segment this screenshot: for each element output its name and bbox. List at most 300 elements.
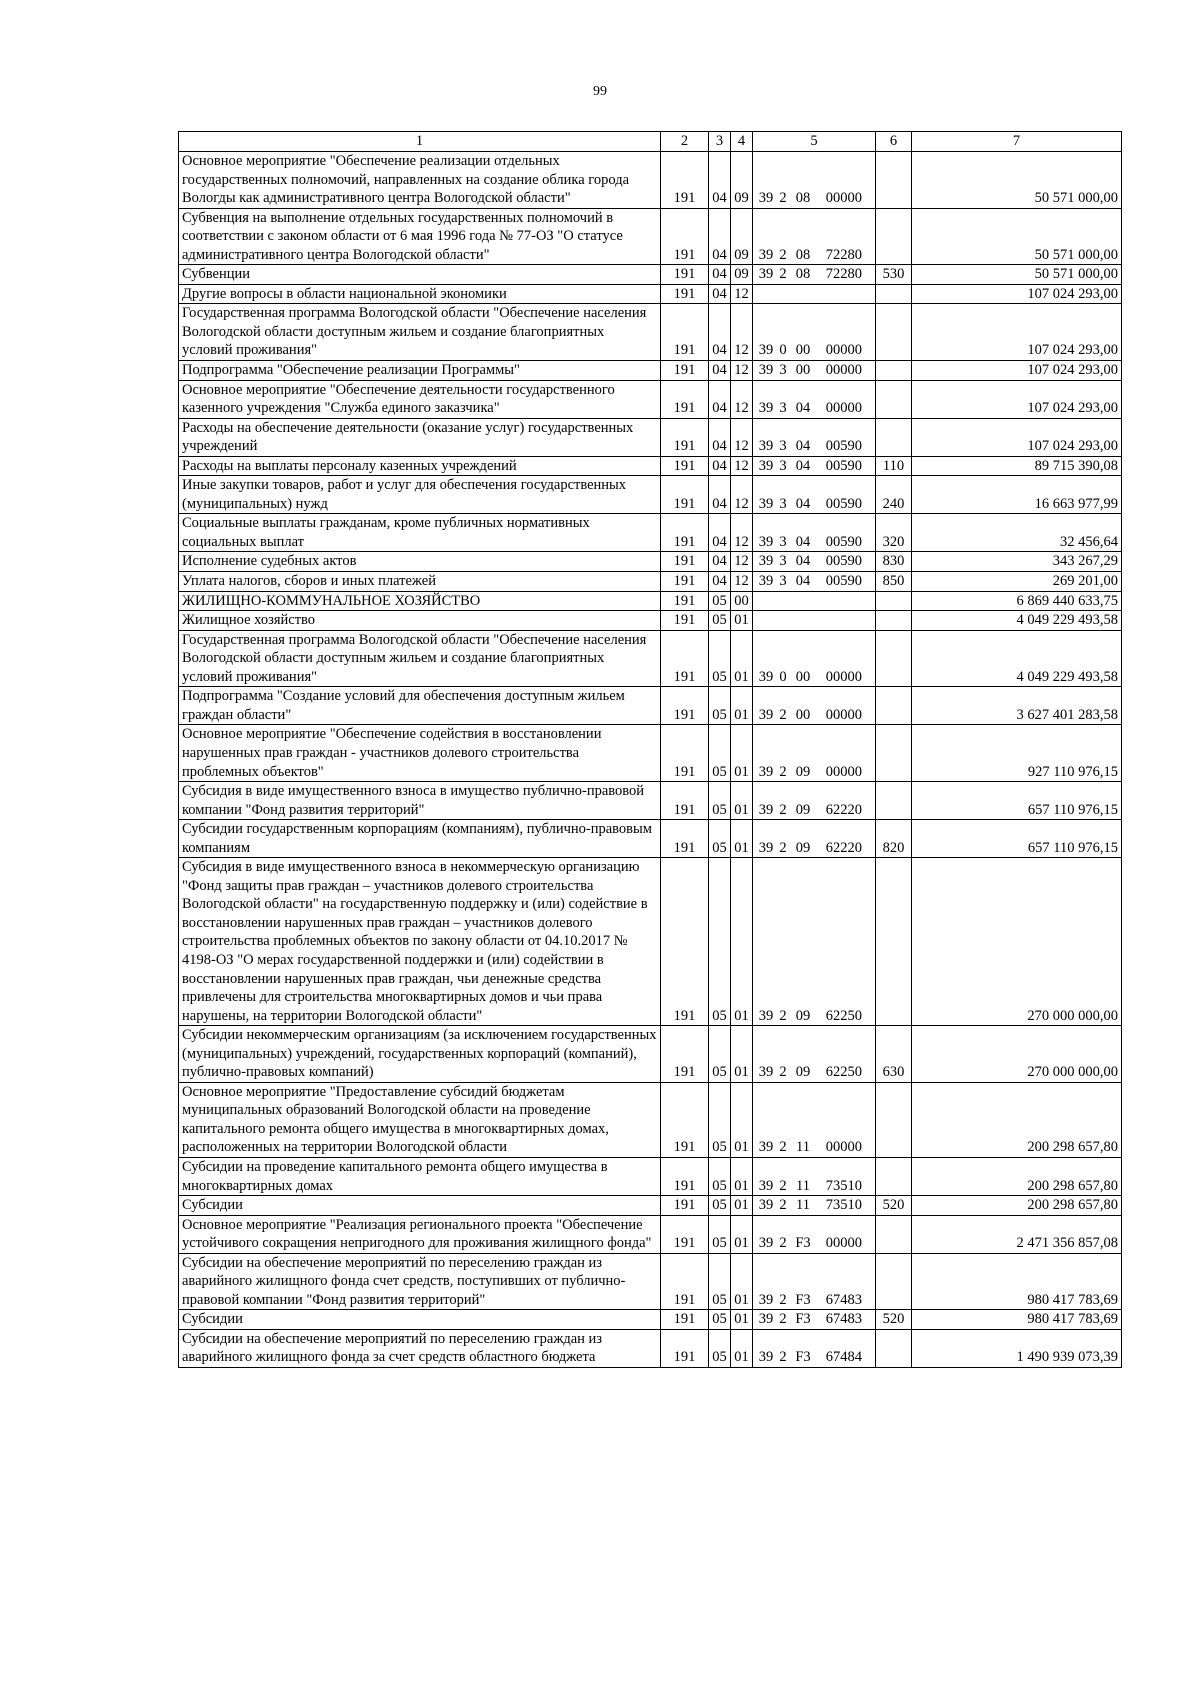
target-article-part: 39 bbox=[758, 801, 774, 818]
ministry-code: 191 bbox=[661, 304, 709, 361]
target-article-code bbox=[753, 152, 876, 209]
ministry-code: 191 bbox=[661, 418, 709, 456]
section-code: 04 bbox=[709, 476, 731, 514]
expense-type-code bbox=[876, 208, 912, 265]
target-article-code bbox=[753, 284, 876, 304]
amount: 657 110 976,15 bbox=[912, 820, 1122, 858]
table-row bbox=[179, 1196, 1122, 1216]
target-article-part: 39 bbox=[758, 839, 774, 856]
row-name: Субсидии на проведение капитального ремонта общего имущества в многоквартирных домах bbox=[179, 1157, 661, 1195]
subsection-code: 12 bbox=[731, 380, 753, 418]
row-name: Другие вопросы в области национальной экономики bbox=[179, 284, 661, 304]
header-col-6: 6 bbox=[876, 132, 912, 152]
subsection-code: 12 bbox=[731, 304, 753, 361]
target-article-part: 09 bbox=[795, 839, 811, 856]
row-name: Субсидии на обеспечение мероприятий по переселению граждан из аварийного жилищного фонда счет средств, поступивших от публично-правовой компании "Фонд развития территорий" bbox=[179, 1253, 661, 1310]
table-body bbox=[179, 152, 1122, 1368]
expense-type-code bbox=[876, 1329, 912, 1367]
table-row bbox=[179, 1082, 1122, 1157]
table-row bbox=[179, 361, 1122, 381]
row-name: Субсидии на обеспечение мероприятий по переселению граждан из аварийного жилищного фонда за счет средств областного бюджета bbox=[179, 1329, 661, 1367]
expense-type-code bbox=[876, 1215, 912, 1253]
subsection-code: 12 bbox=[731, 418, 753, 456]
target-article-part: 2 bbox=[779, 1235, 787, 1252]
target-article-code bbox=[753, 611, 876, 631]
target-article-part: 3 bbox=[779, 553, 787, 570]
target-article-code bbox=[753, 418, 876, 456]
subsection-code: 09 bbox=[731, 265, 753, 285]
target-article-part: 2 bbox=[779, 1139, 787, 1156]
amount: 6 869 440 633,75 bbox=[912, 591, 1122, 611]
target-article-code bbox=[753, 1329, 876, 1367]
section-code: 04 bbox=[709, 361, 731, 381]
subsection-code: 01 bbox=[731, 1196, 753, 1216]
table-row bbox=[179, 514, 1122, 552]
subsection-code: 12 bbox=[731, 476, 753, 514]
target-article-part: 08 bbox=[795, 246, 811, 263]
row-name: Субсидия в виде имущественного взноса в имущество публично-правовой компании "Фонд развития территорий" bbox=[179, 782, 661, 820]
amount: 50 571 000,00 bbox=[912, 208, 1122, 265]
target-article-code bbox=[753, 1310, 876, 1330]
target-article-part: 00000 bbox=[825, 362, 862, 379]
target-article-code bbox=[753, 1196, 876, 1216]
table-row bbox=[179, 152, 1122, 209]
ministry-code: 191 bbox=[661, 1157, 709, 1195]
ministry-code: 191 bbox=[661, 1026, 709, 1083]
target-article-part: 04 bbox=[795, 533, 811, 550]
target-article-part: 72280 bbox=[825, 266, 862, 283]
amount: 927 110 976,15 bbox=[912, 725, 1122, 782]
ministry-code: 191 bbox=[661, 1082, 709, 1157]
target-article-part: 04 bbox=[795, 553, 811, 570]
target-article-part: F3 bbox=[795, 1235, 811, 1252]
row-name: Подпрограмма "Обеспечение реализации Программы" bbox=[179, 361, 661, 381]
expense-type-code: 520 bbox=[876, 1310, 912, 1330]
target-article-part: 39 bbox=[758, 190, 774, 207]
target-article-part: 39 bbox=[758, 573, 774, 590]
ministry-code: 191 bbox=[661, 265, 709, 285]
target-article-part: 00000 bbox=[825, 190, 862, 207]
target-article-part: 00 bbox=[795, 668, 811, 685]
section-code: 05 bbox=[709, 1215, 731, 1253]
expense-type-code bbox=[876, 630, 912, 687]
table-row bbox=[179, 820, 1122, 858]
target-article-part: 0 bbox=[779, 342, 787, 359]
row-name: Субвенция на выполнение отдельных государственных полномочий в соответствии с законом области от 6 мая 1996 года № 77-ОЗ "О статусе административного центра Вологодской области" bbox=[179, 208, 661, 265]
section-code: 05 bbox=[709, 725, 731, 782]
table-row bbox=[179, 456, 1122, 476]
subsection-code: 01 bbox=[731, 820, 753, 858]
row-name: Иные закупки товаров, работ и услуг для обеспечения государственных (муниципальных) нужд bbox=[179, 476, 661, 514]
target-article-part: 39 bbox=[758, 1177, 774, 1194]
ministry-code: 191 bbox=[661, 284, 709, 304]
target-article-part: 09 bbox=[795, 1007, 811, 1024]
subsection-code: 12 bbox=[731, 552, 753, 572]
target-article-part: 39 bbox=[758, 1235, 774, 1252]
amount: 269 201,00 bbox=[912, 572, 1122, 592]
subsection-code: 01 bbox=[731, 1310, 753, 1330]
subsection-code: 01 bbox=[731, 1082, 753, 1157]
ministry-code: 191 bbox=[661, 361, 709, 381]
row-name: Субсидии bbox=[179, 1196, 661, 1216]
ministry-code: 191 bbox=[661, 858, 709, 1026]
target-article-part: 11 bbox=[796, 1197, 810, 1214]
target-article-part: 39 bbox=[758, 1197, 774, 1214]
target-article-part: 73510 bbox=[825, 1197, 862, 1214]
subsection-code: 12 bbox=[731, 284, 753, 304]
target-article-part: 2 bbox=[779, 1349, 787, 1366]
target-article-part: 2 bbox=[779, 266, 787, 283]
expense-type-code: 110 bbox=[876, 456, 912, 476]
expense-type-code bbox=[876, 380, 912, 418]
subsection-code: 01 bbox=[731, 1253, 753, 1310]
target-article-part: 62250 bbox=[825, 1007, 862, 1024]
target-article-part: F3 bbox=[795, 1291, 811, 1308]
target-article-part: 67483 bbox=[825, 1291, 862, 1308]
subsection-code: 12 bbox=[731, 514, 753, 552]
ministry-code: 191 bbox=[661, 1215, 709, 1253]
target-article-part: 39 bbox=[758, 266, 774, 283]
target-article-part: 0 bbox=[779, 668, 787, 685]
target-article-part: 39 bbox=[758, 1349, 774, 1366]
target-article-part: 2 bbox=[779, 1291, 787, 1308]
target-article-code bbox=[753, 476, 876, 514]
section-code: 04 bbox=[709, 265, 731, 285]
subsection-code: 12 bbox=[731, 572, 753, 592]
table-row bbox=[179, 1253, 1122, 1310]
target-article-part: 39 bbox=[758, 1291, 774, 1308]
table-row bbox=[179, 476, 1122, 514]
row-name: Основное мероприятие "Обеспечение реализации отдельных государственных полномочий, направленных на создание облика города Вологды как административного центра Вологодской области" bbox=[179, 152, 661, 209]
expense-type-code bbox=[876, 1157, 912, 1195]
amount: 107 024 293,00 bbox=[912, 380, 1122, 418]
target-article-part: 04 bbox=[795, 495, 811, 512]
section-code: 05 bbox=[709, 1310, 731, 1330]
target-article-code bbox=[753, 572, 876, 592]
row-name: Уплата налогов, сборов и иных платежей bbox=[179, 572, 661, 592]
ministry-code: 191 bbox=[661, 572, 709, 592]
ministry-code: 191 bbox=[661, 476, 709, 514]
target-article-part: 39 bbox=[758, 495, 774, 512]
section-code: 04 bbox=[709, 208, 731, 265]
section-code: 05 bbox=[709, 1026, 731, 1083]
row-name: Подпрограмма "Создание условий для обеспечения доступным жильем граждан области" bbox=[179, 687, 661, 725]
target-article-part: 00000 bbox=[825, 1235, 862, 1252]
amount: 200 298 657,80 bbox=[912, 1157, 1122, 1195]
ministry-code: 191 bbox=[661, 591, 709, 611]
target-article-part: 62220 bbox=[825, 839, 862, 856]
target-article-code bbox=[753, 591, 876, 611]
subsection-code: 01 bbox=[731, 725, 753, 782]
target-article-part: 00000 bbox=[825, 342, 862, 359]
expense-type-code: 520 bbox=[876, 1196, 912, 1216]
amount: 32 456,64 bbox=[912, 514, 1122, 552]
amount: 107 024 293,00 bbox=[912, 361, 1122, 381]
target-article-part: 00000 bbox=[825, 706, 862, 723]
target-article-code bbox=[753, 514, 876, 552]
table-row bbox=[179, 591, 1122, 611]
ministry-code: 191 bbox=[661, 380, 709, 418]
ministry-code: 191 bbox=[661, 1253, 709, 1310]
section-code: 05 bbox=[709, 591, 731, 611]
target-article-part: 00590 bbox=[825, 533, 862, 550]
expense-type-code bbox=[876, 1253, 912, 1310]
row-name: Основное мероприятие "Обеспечение содействия в восстановлении нарушенных прав граждан - участников долевого строительства проблемных объектов" bbox=[179, 725, 661, 782]
section-code: 04 bbox=[709, 284, 731, 304]
target-article-part: 00590 bbox=[825, 495, 862, 512]
target-article-code bbox=[753, 820, 876, 858]
amount: 4 049 229 493,58 bbox=[912, 611, 1122, 631]
target-article-part: 3 bbox=[779, 533, 787, 550]
target-article-part: 00000 bbox=[825, 400, 862, 417]
target-article-part: 39 bbox=[758, 668, 774, 685]
target-article-part: F3 bbox=[795, 1349, 811, 1366]
expense-type-code bbox=[876, 591, 912, 611]
header-col-5: 5 bbox=[753, 132, 876, 152]
row-name: Жилищное хозяйство bbox=[179, 611, 661, 631]
target-article-part: 00000 bbox=[825, 668, 862, 685]
subsection-code: 09 bbox=[731, 208, 753, 265]
header-row bbox=[179, 132, 1122, 152]
expense-type-code bbox=[876, 725, 912, 782]
expense-type-code bbox=[876, 304, 912, 361]
target-article-code bbox=[753, 1026, 876, 1083]
amount: 107 024 293,00 bbox=[912, 418, 1122, 456]
amount: 50 571 000,00 bbox=[912, 265, 1122, 285]
budget-table bbox=[178, 131, 1122, 1368]
target-article-part: 2 bbox=[779, 839, 787, 856]
target-article-part: 2 bbox=[779, 706, 787, 723]
ministry-code: 191 bbox=[661, 1329, 709, 1367]
section-code: 04 bbox=[709, 152, 731, 209]
target-article-part: 39 bbox=[758, 1064, 774, 1081]
amount: 16 663 977,99 bbox=[912, 476, 1122, 514]
subsection-code: 12 bbox=[731, 456, 753, 476]
ministry-code: 191 bbox=[661, 611, 709, 631]
target-article-part: 00590 bbox=[825, 573, 862, 590]
target-article-code bbox=[753, 456, 876, 476]
table-row bbox=[179, 1026, 1122, 1083]
target-article-code bbox=[753, 304, 876, 361]
target-article-part: 3 bbox=[779, 400, 787, 417]
amount: 200 298 657,80 bbox=[912, 1196, 1122, 1216]
expense-type-code: 530 bbox=[876, 265, 912, 285]
amount: 107 024 293,00 bbox=[912, 304, 1122, 361]
target-article-code bbox=[753, 1082, 876, 1157]
amount: 107 024 293,00 bbox=[912, 284, 1122, 304]
section-code: 04 bbox=[709, 514, 731, 552]
target-article-part: 09 bbox=[795, 801, 811, 818]
table-row bbox=[179, 1215, 1122, 1253]
table-row bbox=[179, 304, 1122, 361]
target-article-part: 39 bbox=[758, 342, 774, 359]
section-code: 05 bbox=[709, 687, 731, 725]
table-row bbox=[179, 380, 1122, 418]
expense-type-code: 320 bbox=[876, 514, 912, 552]
target-article-part: 39 bbox=[758, 1139, 774, 1156]
expense-type-code: 850 bbox=[876, 572, 912, 592]
target-article-part: 00 bbox=[795, 342, 811, 359]
expense-type-code bbox=[876, 611, 912, 631]
amount: 3 627 401 283,58 bbox=[912, 687, 1122, 725]
ministry-code: 191 bbox=[661, 456, 709, 476]
ministry-code: 191 bbox=[661, 782, 709, 820]
table-row bbox=[179, 572, 1122, 592]
expense-type-code bbox=[876, 858, 912, 1026]
target-article-part: 39 bbox=[758, 457, 774, 474]
header-col-7: 7 bbox=[912, 132, 1122, 152]
expense-type-code bbox=[876, 418, 912, 456]
target-article-part: 62220 bbox=[825, 801, 862, 818]
ministry-code: 191 bbox=[661, 1196, 709, 1216]
row-name: Субсидия в виде имущественного взноса в некоммерческую организацию "Фонд защиты прав граждан – участников долевого строительства Вологодской области" на государственную поддержку и (или) содействие в восстановлении нарушенных прав граждан – участников долевого строительства проблемных объектов по закону области от 04.10.2017 № 4198-ОЗ "О мерах государственной поддержки и (или) содействии в восстановлении нарушенных прав граждан, чьи денежные средства привлечены для строительства многоквартирных домов и чьи права нарушены, на территории Вологодской области" bbox=[179, 858, 661, 1026]
target-article-part: 3 bbox=[779, 495, 787, 512]
section-code: 05 bbox=[709, 858, 731, 1026]
table-row bbox=[179, 687, 1122, 725]
row-name: Субсидии некоммерческим организациям (за исключением государственных (муниципальных) учреждений, государственных корпораций (компаний), публично-правовых компаний) bbox=[179, 1026, 661, 1083]
target-article-part: 67484 bbox=[825, 1349, 862, 1366]
section-code: 04 bbox=[709, 552, 731, 572]
target-article-part: 11 bbox=[796, 1139, 810, 1156]
table-row bbox=[179, 208, 1122, 265]
target-article-part: 39 bbox=[758, 400, 774, 417]
target-article-part: 04 bbox=[795, 400, 811, 417]
target-article-part: F3 bbox=[795, 1311, 811, 1328]
ministry-code: 191 bbox=[661, 687, 709, 725]
amount: 1 490 939 073,39 bbox=[912, 1329, 1122, 1367]
row-name: Основное мероприятие "Обеспечение деятельности государственного казенного учреждения "Служба единого заказчика" bbox=[179, 380, 661, 418]
row-name: Субсидии bbox=[179, 1310, 661, 1330]
target-article-part: 39 bbox=[758, 438, 774, 455]
target-article-part: 00590 bbox=[825, 457, 862, 474]
amount: 657 110 976,15 bbox=[912, 782, 1122, 820]
section-code: 04 bbox=[709, 456, 731, 476]
target-article-part: 2 bbox=[779, 801, 787, 818]
target-article-code bbox=[753, 858, 876, 1026]
subsection-code: 01 bbox=[731, 1157, 753, 1195]
page-number: 99 bbox=[593, 84, 607, 99]
amount: 50 571 000,00 bbox=[912, 152, 1122, 209]
target-article-part: 2 bbox=[779, 1007, 787, 1024]
table-row bbox=[179, 782, 1122, 820]
target-article-part: 3 bbox=[779, 362, 787, 379]
target-article-part: 39 bbox=[758, 1007, 774, 1024]
expense-type-code bbox=[876, 361, 912, 381]
section-code: 04 bbox=[709, 572, 731, 592]
header-col-1: 1 bbox=[179, 132, 661, 152]
table-row bbox=[179, 418, 1122, 456]
ministry-code: 191 bbox=[661, 725, 709, 782]
table-row bbox=[179, 284, 1122, 304]
target-article-part: 39 bbox=[758, 362, 774, 379]
header-col-2: 2 bbox=[661, 132, 709, 152]
section-code: 05 bbox=[709, 630, 731, 687]
target-article-part: 09 bbox=[795, 763, 811, 780]
target-article-part: 2 bbox=[779, 246, 787, 263]
target-article-code bbox=[753, 208, 876, 265]
subsection-code: 09 bbox=[731, 152, 753, 209]
target-article-code bbox=[753, 380, 876, 418]
expense-type-code: 830 bbox=[876, 552, 912, 572]
row-name: Субсидии государственным корпорациям (компаниям), публично-правовым компаниям bbox=[179, 820, 661, 858]
subsection-code: 00 bbox=[731, 591, 753, 611]
row-name: Расходы на выплаты персоналу казенных учреждений bbox=[179, 456, 661, 476]
target-article-part: 2 bbox=[779, 190, 787, 207]
target-article-part: 00 bbox=[795, 706, 811, 723]
section-code: 05 bbox=[709, 820, 731, 858]
subsection-code: 01 bbox=[731, 1026, 753, 1083]
row-name: Расходы на обеспечение деятельности (оказание услуг) государственных учреждений bbox=[179, 418, 661, 456]
target-article-part: 00000 bbox=[825, 763, 862, 780]
target-article-part: 72280 bbox=[825, 246, 862, 263]
row-name: Государственная программа Вологодской области "Обеспечение населения Вологодской области доступным жильем и создание благоприятных условий проживания" bbox=[179, 630, 661, 687]
amount: 200 298 657,80 bbox=[912, 1082, 1122, 1157]
table-row bbox=[179, 1310, 1122, 1330]
subsection-code: 01 bbox=[731, 687, 753, 725]
ministry-code: 191 bbox=[661, 552, 709, 572]
ministry-code: 191 bbox=[661, 630, 709, 687]
section-code: 05 bbox=[709, 1157, 731, 1195]
target-article-code bbox=[753, 725, 876, 782]
target-article-part: 39 bbox=[758, 706, 774, 723]
expense-type-code bbox=[876, 152, 912, 209]
subsection-code: 01 bbox=[731, 1329, 753, 1367]
subsection-code: 01 bbox=[731, 782, 753, 820]
subsection-code: 12 bbox=[731, 361, 753, 381]
target-article-part: 2 bbox=[779, 1311, 787, 1328]
amount: 270 000 000,00 bbox=[912, 1026, 1122, 1083]
target-article-part: 3 bbox=[779, 438, 787, 455]
section-code: 04 bbox=[709, 304, 731, 361]
ministry-code: 191 bbox=[661, 514, 709, 552]
target-article-part: 08 bbox=[795, 266, 811, 283]
target-article-part: 00000 bbox=[825, 1139, 862, 1156]
table-row bbox=[179, 1157, 1122, 1195]
target-article-part: 2 bbox=[779, 763, 787, 780]
target-article-part: 04 bbox=[795, 438, 811, 455]
target-article-part: 04 bbox=[795, 573, 811, 590]
expense-type-code bbox=[876, 687, 912, 725]
row-name: Субвенции bbox=[179, 265, 661, 285]
target-article-part: 3 bbox=[779, 573, 787, 590]
target-article-part: 00 bbox=[795, 362, 811, 379]
table-row bbox=[179, 630, 1122, 687]
section-code: 04 bbox=[709, 380, 731, 418]
amount: 980 417 783,69 bbox=[912, 1310, 1122, 1330]
subsection-code: 01 bbox=[731, 1215, 753, 1253]
target-article-part: 39 bbox=[758, 763, 774, 780]
target-article-part: 2 bbox=[779, 1177, 787, 1194]
row-name: Государственная программа Вологодской области "Обеспечение населения Вологодской области доступным жильем и создание благоприятных условий проживания" bbox=[179, 304, 661, 361]
row-name: ЖИЛИЩНО-КОММУНАЛЬНОЕ ХОЗЯЙСТВО bbox=[179, 591, 661, 611]
table-row bbox=[179, 552, 1122, 572]
ministry-code: 191 bbox=[661, 208, 709, 265]
expense-type-code: 630 bbox=[876, 1026, 912, 1083]
section-code: 04 bbox=[709, 418, 731, 456]
table-row bbox=[179, 611, 1122, 631]
ministry-code: 191 bbox=[661, 1310, 709, 1330]
target-article-part: 09 bbox=[795, 1064, 811, 1081]
section-code: 05 bbox=[709, 1082, 731, 1157]
target-article-part: 3 bbox=[779, 457, 787, 474]
target-article-code bbox=[753, 265, 876, 285]
target-article-part: 2 bbox=[779, 1197, 787, 1214]
target-article-part: 39 bbox=[758, 533, 774, 550]
expense-type-code: 820 bbox=[876, 820, 912, 858]
target-article-code bbox=[753, 630, 876, 687]
section-code: 05 bbox=[709, 782, 731, 820]
table-row bbox=[179, 725, 1122, 782]
